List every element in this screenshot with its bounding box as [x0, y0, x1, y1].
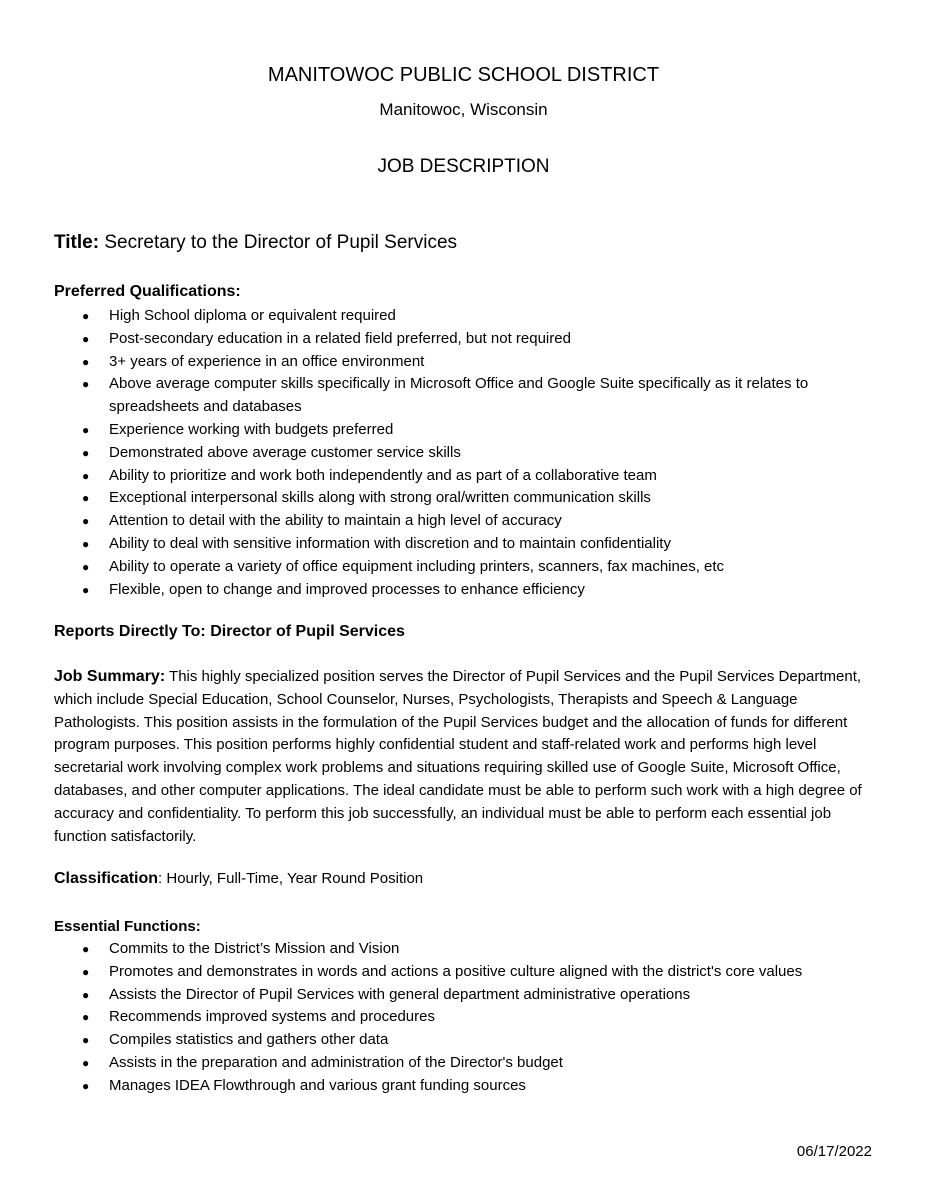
list-item	[54, 510, 884, 533]
bullet-icon: ●	[82, 536, 90, 551]
preferred-qualifications-heading: Preferred Qualifications:	[54, 283, 241, 300]
list-item	[54, 961, 884, 984]
list-item-text: Post-secondary education in a related field preferred, but not required	[109, 329, 571, 347]
bullet-icon: ●	[82, 422, 90, 437]
district-location: Manitowoc, Wisconsin	[379, 100, 548, 119]
list-item	[54, 1029, 884, 1052]
job-summary-label: Job Summary:	[54, 668, 166, 685]
list-item-text: Ability to operate a variety of office equipment including printers, scanners, fax machines, etc	[109, 557, 725, 575]
list-item	[54, 984, 884, 1007]
classification-label: Classification	[54, 870, 159, 887]
list-item-text: High School diploma or equivalent required	[109, 307, 396, 324]
list-item-text: Recommends improved systems and procedures	[109, 1008, 435, 1026]
bullet-icon: ●	[82, 331, 90, 346]
bullet-icon: ●	[82, 468, 90, 483]
list-item	[54, 351, 884, 374]
list-item-text: Ability to deal with sensitive information with discretion and to maintain confidentiality	[109, 534, 671, 552]
bullet-icon: ●	[82, 354, 90, 369]
list-item	[54, 1052, 884, 1075]
list-item	[54, 465, 884, 488]
list-item-text: Ability to prioritize and work both independently and as part of a collaborative team	[109, 466, 657, 484]
list-item	[54, 1006, 884, 1029]
district-name: MANITOWOC PUBLIC SCHOOL DISTRICT	[267, 64, 660, 86]
list-item-text: 3+ years of experience in an office environment	[109, 352, 425, 370]
bullet-icon: ●	[82, 559, 90, 574]
list-item	[54, 556, 884, 579]
classification-value: : Hourly, Full-Time, Year Round Position	[158, 870, 424, 887]
job-summary	[54, 666, 874, 848]
bullet-icon: ●	[82, 582, 90, 597]
classification	[54, 870, 423, 888]
reports-to-label: Reports Directly To:	[54, 623, 206, 640]
list-item	[54, 1075, 884, 1098]
bullet-icon: ●	[82, 491, 90, 506]
list-item	[54, 579, 884, 602]
list-item	[54, 305, 884, 328]
preferred-qualifications-list	[54, 305, 884, 601]
essential-functions-list	[54, 938, 884, 1098]
document-date: 06/17/2022	[796, 1143, 872, 1160]
list-item-text: Commits to the District’s Mission and Vision	[109, 940, 400, 957]
list-item-text: Above average computer skills specifically in Microsoft Office and Google Suite specifically as it relates to spreadsheets and databases	[109, 375, 809, 416]
bullet-icon: ●	[82, 1055, 90, 1070]
bullet-icon: ●	[82, 964, 90, 979]
bullet-icon: ●	[82, 445, 90, 460]
list-item	[54, 419, 884, 442]
list-item	[54, 487, 884, 510]
bullet-icon: ●	[82, 514, 90, 529]
bullet-icon: ●	[82, 1078, 90, 1093]
list-item	[54, 442, 884, 465]
list-item-text: Demonstrated above average customer service skills	[109, 443, 461, 461]
list-item-text: Exceptional interpersonal skills along with strong oral/written communication skills	[109, 489, 651, 507]
bullet-icon: ●	[82, 942, 90, 956]
bullet-icon: ●	[82, 1010, 90, 1025]
list-item-text: Experience working with budgets preferred	[109, 420, 394, 438]
bullet-icon: ●	[82, 309, 90, 323]
document-type: JOB DESCRIPTION	[377, 156, 550, 177]
list-item	[54, 373, 884, 419]
list-item-text: Compiles statistics and gathers other data	[109, 1031, 389, 1049]
bullet-icon: ●	[82, 987, 90, 1002]
list-item-text: Assists in the preparation and administration of the Director's budget	[109, 1053, 563, 1071]
essential-functions-heading: Essential Functions:	[54, 918, 201, 935]
list-item-text: Promotes and demonstrates in words and actions a positive culture aligned with the district's core values	[109, 962, 803, 980]
reports-to-value: Director of Pupil Services	[210, 623, 405, 640]
job-summary-text: This highly specialized position serves the Director of Pupil Services and the Pupil Services Department, which include Special Education, School Counselor, Nurses, Psychologists, Therapists and Speech & Language Pathologists. This position assists in the formulation of the Pupil Services budget and the allocation of funds for different program purposes. This position performs highly confidential student and staff-related work and performs high level secretarial work involving complex work problems and situations requiring skilled use of Google Suite, Microsoft Office, databases, and other computer applications. The ideal candidate must be able to perform such work with a high degree of accuracy and confidentiality. To perform this job successfully, an individual must be able to perform each essential job function satisfactorily.	[54, 668, 862, 845]
job-title-label: Title:	[54, 232, 100, 253]
list-item	[54, 938, 884, 961]
job-title-value: Secretary to the Director of Pupil Services	[104, 232, 458, 253]
list-item-text: Manages IDEA Flowthrough and various grant funding sources	[109, 1076, 526, 1094]
job-title	[54, 232, 457, 254]
list-item	[54, 533, 884, 556]
reports-to	[54, 623, 405, 641]
list-item	[54, 328, 884, 351]
list-item-text: Attention to detail with the ability to maintain a high level of accuracy	[109, 512, 562, 530]
bullet-icon: ●	[82, 1033, 90, 1048]
bullet-icon: ●	[82, 377, 90, 392]
list-item-text: Assists the Director of Pupil Services with general department administrative operations	[109, 985, 691, 1003]
list-item-text: Flexible, open to change and improved processes to enhance efficiency	[109, 580, 585, 598]
